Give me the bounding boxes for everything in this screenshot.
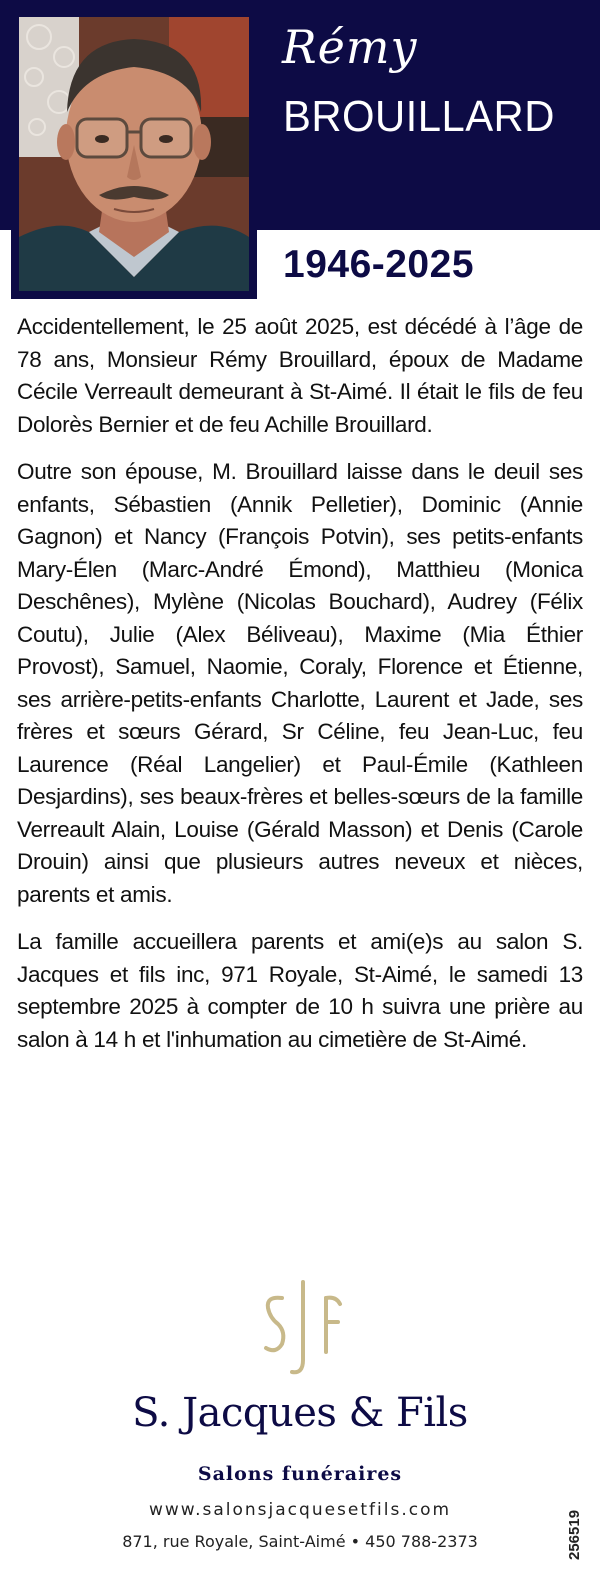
obituary-paragraph-death: Accidentellement, le 25 août 2025, est décédé à l’âge de 78 ans, Monsieur Rémy Brouillard, époux de Madame Cécile Verreault demeurant à St-Aimé. Il était le fils de feu Dolorès Bernier et de feu Achille Brouillard. xyxy=(17,314,583,437)
reference-number: 256519 xyxy=(566,1509,583,1560)
obituary-paragraph-visitation: La famille accueillera parents et ami(e)s au salon S. Jacques et fils inc, 971 Royale, St-Aimé, le samedi 13 septembre 2025 à compter de 10 h suivra une prière au salon à 14 h et l'inhumation au cimetière de St-Aimé. xyxy=(17,929,583,1052)
obituary-paragraph-family: Outre son épouse, M. Brouillard laisse dans le deuil ses enfants, Sébastien (Annik Pelletier), Dominic (Annie Gagnon) et Nancy (François Potvin), ses petits-enfants Mary-Élen (Marc-André Émond), Matthieu (Monica Deschênes), Mylène (Nicolas Bouchard), Audrey (Félix Coutu), Julie (Alex Béliveau), Maxime (Mia Éthier Provost), Samuel, Naomie, Coraly, Florence et Étienne, ses arrière-petits-enfants Charlotte, Laurent et Jade, ses frères et sœurs Gérard, Sr Céline, feu Jean-Luc, feu Laurence (Réal Langelier) et Paul-Émile (Kathleen Desjardins), ses beaux-frères et belles-sœurs de la famille Verreault Alain, Louise (Gérald Masson) et Denis (Carole Drouin) ainsi que plusieurs autres neveux et nièces, parents et amis. xyxy=(17,459,583,907)
funeral-home-name: S. Jacques & Fils xyxy=(132,1390,468,1436)
funeral-home-subtitle: Salons funéraires xyxy=(197,1463,403,1485)
funeral-home-address: 871, rue Royale, Saint-Aimé • 450 788-2373 xyxy=(122,1532,478,1551)
deceased-first-name: Rémy xyxy=(282,20,418,74)
obituary-body xyxy=(17,311,583,1071)
deceased-last-name: BROUILLARD xyxy=(283,92,555,141)
funeral-home-website[interactable]: www.salonsjacquesetfils.com xyxy=(148,1500,452,1520)
portrait-frame xyxy=(11,12,257,299)
portrait-photo xyxy=(19,17,249,291)
life-years: 1946-2025 xyxy=(283,243,475,286)
sjf-monogram-logo xyxy=(262,1278,344,1378)
monogram-icon xyxy=(262,1278,344,1378)
portrait-illustration xyxy=(19,17,249,291)
